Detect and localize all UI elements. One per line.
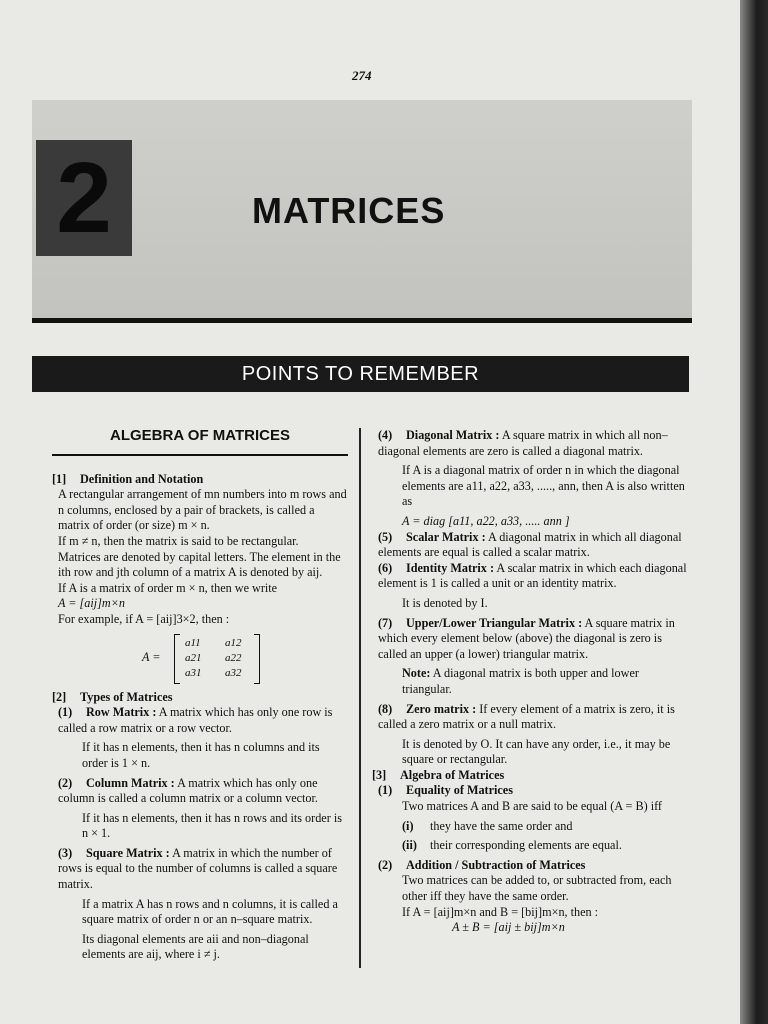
- matrix-cell: a31: [185, 666, 202, 679]
- paragraph: If a matrix A has n rows and n columns, it is called a square matrix of order n or an n–square matrix.: [82, 896, 338, 927]
- paragraph: Matrices are denoted by capital letters. The element in the ith row and jth column of a matrix A is denoted by aij.: [58, 549, 341, 580]
- column-divider: [359, 428, 361, 968]
- item-triangular-matrix: (7) Upper/Lower Triangular Matrix : A square matrix in which every element below (above) the diagonal is zero is called an upper (a lower) triangular matrix.: [378, 615, 675, 661]
- matrix-cell: a22: [225, 651, 242, 664]
- paragraph: If m ≠ n, then the matrix is said to be rectangular.: [58, 533, 299, 548]
- paragraph: Two matrices A and B are said to be equal (A = B) iff: [402, 799, 662, 814]
- matrix-example: [142, 634, 348, 684]
- paragraph: A rectangular arrangement of mn numbers into m rows and n columns, enclosed by a pair of brackets, is called a matrix of order (or size) m × n.: [58, 487, 347, 533]
- item-scalar-matrix: (5) Scalar Matrix : A diagonal matrix in which all diagonal elements are equal is called a scalar matrix.: [378, 529, 682, 560]
- paragraph: If A is a matrix of order m × n, then we write: [58, 580, 278, 595]
- item-square-matrix: (3) Square Matrix : A matrix in which the number of rows is equal to the number of columns is called a square matrix.: [58, 845, 338, 892]
- item-addition: (2) Addition / Subtraction of Matrices: [378, 857, 586, 872]
- item-diagonal-matrix: (4) Diagonal Matrix : A square matrix in which all non–diagonal elements are zero is called a diagonal matrix.: [378, 428, 668, 458]
- section-title: ALGEBRA OF MATRICES: [52, 428, 348, 456]
- chapter-title: MATRICES: [252, 190, 446, 231]
- item-zero-matrix: (8) Zero matrix : If every element of a matrix is zero, it is called a zero matrix or a null matrix.: [378, 701, 675, 732]
- points-banner: POINTS TO REMEMBER: [32, 356, 689, 392]
- page-edge-shadow: [740, 0, 768, 1024]
- item-column-matrix: (2) Column Matrix : A matrix which has only one column is called a column matrix or a column vector.: [58, 775, 318, 806]
- paragraph: Two matrices can be added to, or subtracted from, each other iff they have the same order.: [402, 873, 672, 904]
- paragraph: Its diagonal elements are aii and non–diagonal elements are aij, where i ≠ j.: [82, 931, 309, 962]
- paragraph: It is denoted by O. It can have any order, i.e., it may be square or rectangular.: [402, 736, 671, 767]
- matrix-lhs: A =: [142, 649, 161, 664]
- formula: A ± B = [aij ± bij]m×n: [452, 920, 565, 935]
- condition: (i) they have the same order and: [402, 818, 573, 833]
- chapter-number: 2: [56, 142, 112, 254]
- paragraph: It is denoted by I.: [402, 595, 488, 610]
- paragraph: If it has n elements, then it has n rows and its order is n × 1.: [82, 810, 342, 841]
- note: Note: A diagonal matrix is both upper and lower triangular.: [402, 666, 639, 696]
- paragraph: For example, if A = [aij]3×2, then :: [58, 611, 230, 626]
- section-heading-algebra: [3] Algebra of Matrices: [372, 767, 505, 782]
- matrix-cell: a12: [225, 636, 242, 649]
- formula: A = diag [a11, a22, a33, ..... ann ]: [402, 513, 570, 528]
- item-equality: (1) Equality of Matrices: [378, 783, 513, 798]
- condition: (ii) their corresponding elements are equal.: [402, 838, 622, 853]
- right-column: [372, 428, 690, 936]
- matrix-cell: a32: [225, 666, 242, 679]
- matrix-cell: a21: [185, 651, 202, 664]
- left-column: [52, 428, 348, 963]
- matrix-cell: a11: [185, 636, 201, 649]
- matrix-brackets: [174, 634, 260, 684]
- page-number: 274: [352, 68, 372, 83]
- section-heading-definition: [1] Definition and Notation: [52, 471, 204, 486]
- header-rule: [32, 318, 692, 323]
- paragraph: If it has n elements, then it has n columns and its order is 1 × n.: [82, 740, 320, 770]
- paragraph: If A is a diagonal matrix of order n in which the diagonal elements are a11, a22, a33, ....., ann, then A is also written as: [402, 463, 685, 509]
- section-heading-types: [2] Types of Matrices: [52, 689, 173, 704]
- formula: A = [aij]m×n: [58, 596, 126, 611]
- item-identity-matrix: (6) Identity Matrix : A scalar matrix in which each diagonal element is 1 is called a unit or an identity matrix.: [378, 560, 687, 591]
- paragraph: If A = [aij]m×n and B = [bij]m×n, then :: [402, 904, 599, 919]
- item-row-matrix: (1) Row Matrix : A matrix which has only one row is called a row matrix or a row vector.: [58, 705, 333, 735]
